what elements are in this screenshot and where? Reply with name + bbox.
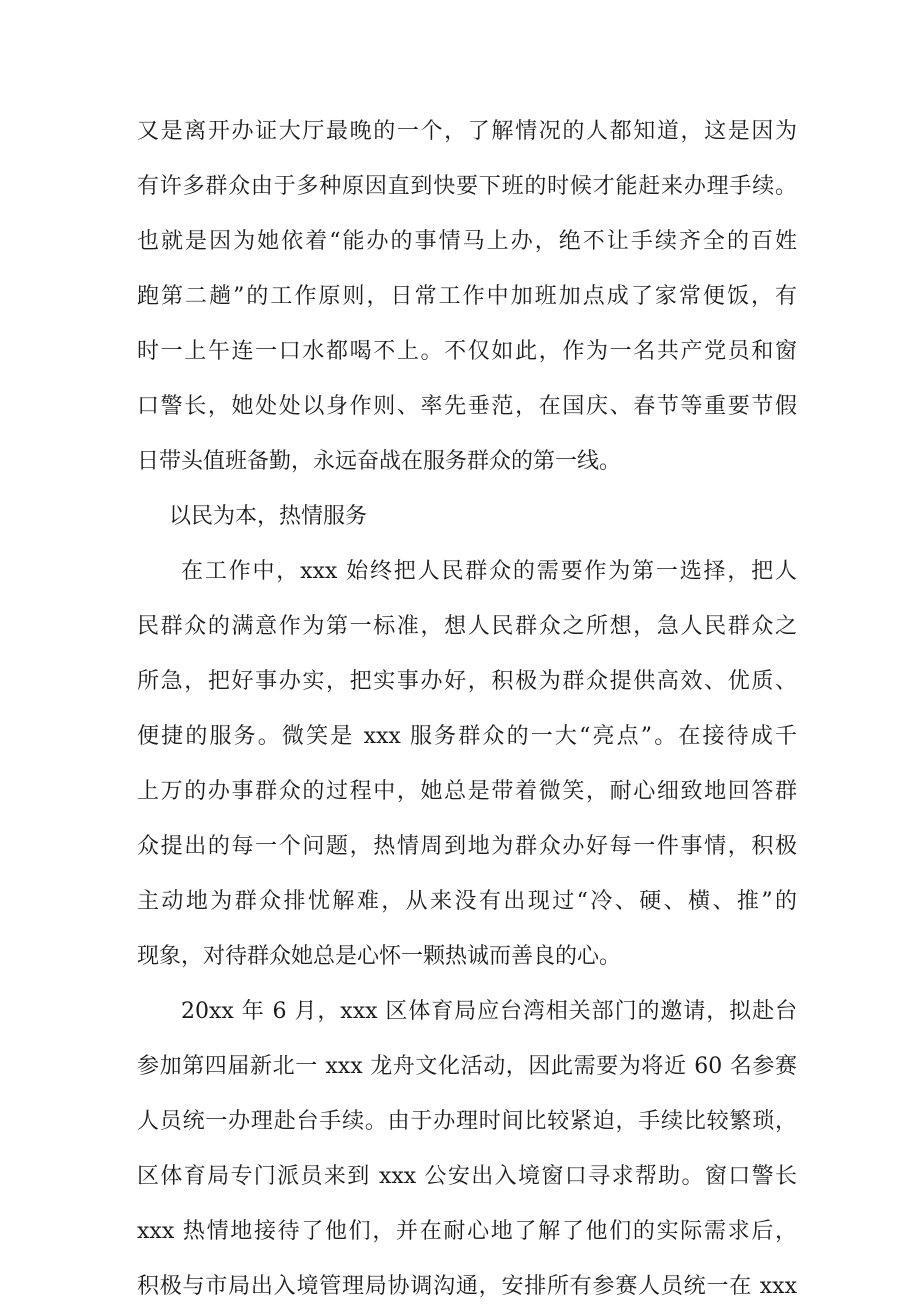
text-line: xxx 热情地接待了他们，并在耐心地了解了他们的实际需求后，: [137, 1219, 797, 1244]
text-line: 20xx 年 6 月，xxx 区体育局应台湾相关部门的邀请，拟赴台: [181, 999, 797, 1024]
text-line: 也就是因为她依着“能办的事情马上办，绝不让手续齐全的百姓: [137, 229, 797, 254]
text-line: 便捷的服务。微笑是 xxx 服务群众的一大“亮点”。在接待成千: [137, 724, 797, 749]
text-line: 日带头值班备勤，永远奋战在服务群众的第一线。: [137, 449, 622, 474]
section-heading: 以民为本，热情服务: [169, 504, 368, 529]
text-line: 现象，对待群众她总是心怀一颗热诚而善良的心。: [137, 944, 622, 969]
text-line: 主动地为群众排忧解难，从来没有出现过“冷、硬、横、推”的: [137, 889, 797, 914]
document-body: [137, 104, 797, 1314]
text-line: 跑第二趟”的工作原则，日常工作中加班加点成了家常便饭，有: [137, 284, 797, 309]
text-line: 参加第四届新北一 xxx 龙舟文化活动，因此需要为将近 60 名参赛: [137, 1054, 797, 1079]
text-line: 区体育局专门派员来到 xxx 公安出入境窗口寻求帮助。窗口警长: [137, 1164, 797, 1189]
text-line: 民群众的满意作为第一标准，想人民群众之所想，急人民群众之: [137, 614, 797, 639]
text-line: 上万的办事群众的过程中，她总是带着微笑，耐心细致地回答群: [137, 779, 797, 804]
text-line: 时一上午连一口水都喝不上。不仅如此，作为一名共产党员和窗: [137, 339, 797, 364]
text-line: 所急，把好事办实，把实事办好，积极为群众提供高效、优质、: [137, 669, 797, 694]
text-line: 口警长，她处处以身作则、率先垂范，在国庆、春节等重要节假: [137, 394, 797, 419]
text-line: 众提出的每一个问题，热情周到地为群众办好每一件事情，积极: [137, 834, 797, 859]
text-line: 又是离开办证大厅最晚的一个，了解情况的人都知道，这是因为: [137, 119, 797, 144]
text-line: 有许多群众由于多种原因直到快要下班的时候才能赶来办理手续。: [137, 174, 797, 199]
text-line: 人员统一办理赴台手续。由于办理时间比较紧迫，手续比较繁琐，: [137, 1109, 797, 1134]
text-line: 在工作中，xxx 始终把人民群众的需要作为第一选择，把人: [181, 559, 797, 584]
text-line: 积极与市局出入境管理局协调沟通，安排所有参赛人员统一在 xxx: [137, 1274, 797, 1299]
